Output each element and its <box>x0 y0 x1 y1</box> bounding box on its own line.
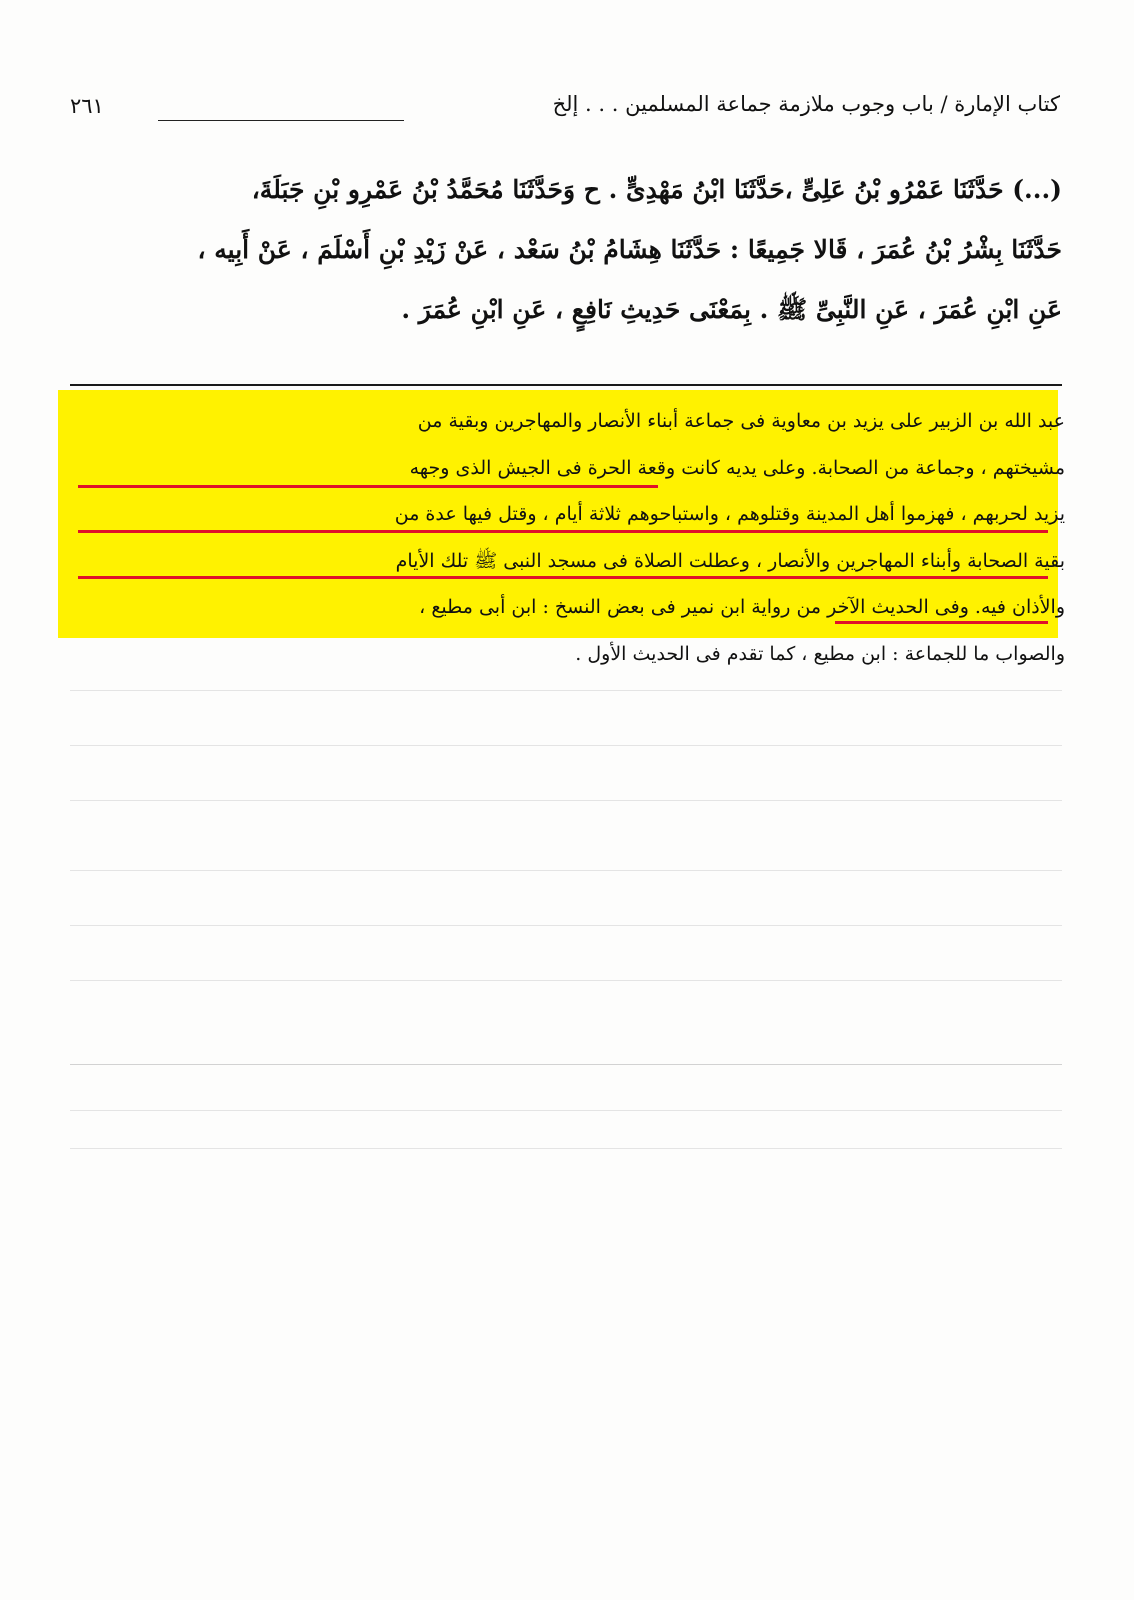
hadith-line: حَدَّثَنَا بِشْرُ بْنُ عُمَرَ ، قَالا جَمِيعًا : حَدَّثَنَا هِشَامُ بْنُ سَعْد ، عَنْ زَيْدِ بْنِ أَسْلَمَ ، عَنْ أَبِيه ، <box>197 235 1062 264</box>
header-rule <box>158 120 404 121</box>
footnote-text <box>75 398 1065 677</box>
page-number: ٢٦١ <box>70 94 104 118</box>
footnote-separator <box>70 384 1062 386</box>
bleed-through-line <box>70 745 1062 747</box>
bleed-through-line <box>70 1110 1062 1112</box>
footnote-line: بقية الصحابة وأبناء المهاجرين والأنصار ، وعطلت الصلاة فى مسجد النبى ﷺ تلك الأيام <box>395 549 1065 572</box>
header-title: كتاب الإمارة / باب وجوب ملازمة جماعة المسلمين . . . إلخ <box>552 92 1060 116</box>
bleed-through-line <box>70 980 1062 982</box>
footnote-line: يزيد لحربهم ، فهزموا أهل المدينة وقتلوهم ، واستباحوهم ثلاثة أيام ، وقتل فيها عدة من <box>394 503 1065 525</box>
bleed-through-line <box>70 925 1062 927</box>
hadith-line: (...) حَدَّثَنَا عَمْرُو بْنُ عَلِىٍّ ،حَدَّثَنَا ابْنُ مَهْدِىٍّ . ح وَحَدَّثَنَا مُحَمَّدُ بْنُ عَمْرِو بْنِ جَبَلَةَ، <box>251 175 1062 204</box>
bleed-through-line <box>70 1148 1062 1150</box>
footnote-line: والأذان فيه. وفى الحديث الآخر من رواية ابن نمير فى بعض النسخ : ابن أبى مطيع ، <box>419 596 1065 618</box>
bleed-through-line <box>70 690 1062 692</box>
footnote-line: والصواب ما للجماعة : ابن مطيع ، كما تقدم فى الحديث الأول . <box>575 642 1065 665</box>
bleed-through-line <box>70 870 1062 872</box>
hadith-line: عَنِ ابْنِ عُمَرَ ، عَنِ النَّبِىِّ ﷺ . بِمَعْنَى حَدِيثِ نَافِعٍ ، عَنِ ابْنِ عُمَرَ . <box>401 295 1062 324</box>
bleed-through-line <box>70 800 1062 802</box>
footnote-line: مشيختهم ، وجماعة من الصحابة. وعلى يديه كانت وقعة الحرة فى الجيش الذى وجهه <box>409 456 1065 479</box>
hadith-text <box>70 160 1062 340</box>
running-header <box>70 92 1060 132</box>
footnote-line: عبد الله بن الزبير على يزيد بن معاوية فى جماعة أبناء الأنصار والمهاجرين وبقية من <box>417 410 1065 432</box>
bleed-through-rule <box>70 1064 1062 1065</box>
